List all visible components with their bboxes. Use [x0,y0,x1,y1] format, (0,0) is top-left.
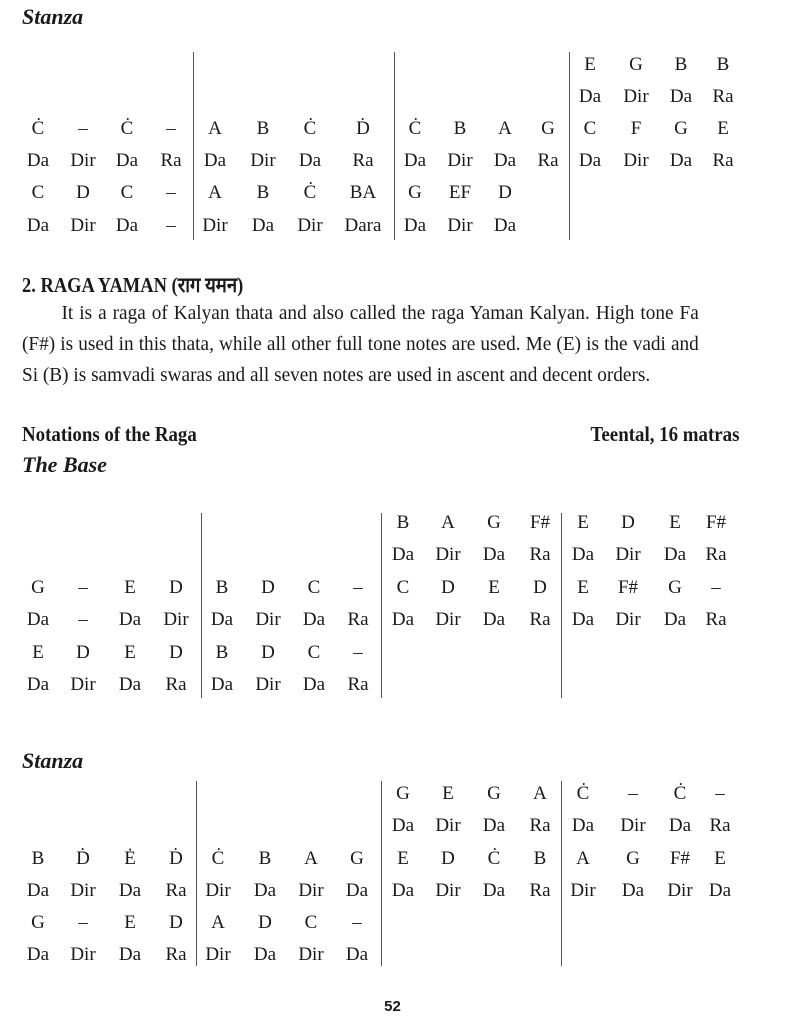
swara-note: E [442,783,454,804]
bol-syllable: Da [391,880,415,901]
swara-note: Ė [124,848,136,869]
bar-line [201,513,202,698]
swara-note: – [711,577,721,598]
bol-syllable: Da [118,880,142,901]
bol-syllable: Da [482,880,506,901]
bol-syllable: Da [403,150,427,171]
bol-syllable: Dir [70,215,96,236]
bol-syllable: Dir [570,880,596,901]
swara-note: G [626,848,640,869]
swara-note: – [628,783,638,804]
bol-syllable: Dir [250,150,276,171]
bar-line [561,781,562,966]
swara-note: Ċ [408,118,422,139]
swara-note: B [215,642,229,663]
bol-syllable: Dir [255,674,281,695]
bol-syllable: Dir [623,86,649,107]
swara-note: C [31,182,45,203]
bol-syllable: Da [621,880,645,901]
swara-note: E [124,912,136,933]
bol-syllable: Da [578,86,602,107]
swara-note: G [629,54,643,75]
bol-syllable: Da [571,815,595,836]
swara-note: E [717,118,729,139]
bol-syllable: Da [663,544,687,565]
bol-syllable: Da [203,150,227,171]
swara-note: E [32,642,44,663]
swara-note: E [577,577,589,598]
bol-syllable: Ra [165,674,187,695]
swara-note: D [261,577,275,598]
swara-note: G [396,783,410,804]
bol-syllable: Da [210,674,234,695]
bol-syllable: Da [298,150,322,171]
swara-note: A [441,512,455,533]
bol-syllable: Da [482,544,506,565]
bar-line [193,52,194,240]
swara-note: D [533,577,547,598]
swara-note: E [488,577,500,598]
bol-syllable: – [166,215,176,236]
swara-note: D [261,642,275,663]
swara-note: A [576,848,590,869]
swara-note: D [441,848,455,869]
swara-note: – [166,118,176,139]
bol-syllable: Da [571,544,595,565]
bar-line [381,781,382,966]
bol-syllable: Ra [537,150,559,171]
bol-syllable: Da [210,609,234,630]
bol-syllable: Da [578,150,602,171]
swara-note: A [533,783,547,804]
swara-note: B [716,54,730,75]
bar-line [569,52,570,240]
swara-note: D [258,912,272,933]
swara-note: G [674,118,688,139]
swara-note: G [541,118,555,139]
notations-label: Notations of the Raga [22,422,197,446]
swara-note: D [498,182,512,203]
swara-note: F# [617,577,639,598]
swara-note: – [352,912,362,933]
swara-note: Ċ [576,783,590,804]
bol-syllable: Ra [160,150,182,171]
swara-note: EF [448,182,472,203]
swara-note: B [258,848,272,869]
swara-note: G [487,783,501,804]
bol-syllable: Da [403,215,427,236]
bar-line [394,52,395,240]
swara-note: BA [349,182,377,203]
bol-syllable: Dir [163,609,189,630]
swara-note: E [124,577,136,598]
swara-note: – [715,783,725,804]
swara-note: E [397,848,409,869]
bol-syllable: Ra [165,880,187,901]
bol-syllable: Da [493,215,517,236]
swara-note: B [533,848,547,869]
swara-note: A [211,912,225,933]
bol-syllable: Dir [205,880,231,901]
bol-syllable: Da [493,150,517,171]
bol-syllable: Dir [70,150,96,171]
bol-syllable: Da [26,944,50,965]
bol-syllable: Dir [435,880,461,901]
swara-note: A [498,118,512,139]
swara-note: B [453,118,467,139]
swara-note: B [256,118,270,139]
swara-note: G [31,912,45,933]
bar-line [196,781,197,966]
bol-syllable: Da [391,544,415,565]
bar-line [561,513,562,698]
swara-note: Ċ [487,848,501,869]
bol-syllable: Da [345,944,369,965]
bol-syllable: Da [302,674,326,695]
bol-syllable: Da [118,674,142,695]
bol-syllable: Dir [615,609,641,630]
swara-note: D [169,577,183,598]
swara-note: B [396,512,410,533]
bol-syllable: Da [669,86,693,107]
bol-syllable: Da [391,815,415,836]
swara-note: D [76,182,90,203]
swara-note: G [668,577,682,598]
swara-note: – [78,118,88,139]
bol-syllable: Dir [435,609,461,630]
bol-syllable: Da [391,609,415,630]
bol-syllable: Ra [705,609,727,630]
swara-note: Ċ [303,182,317,203]
taal-label: Teental, 16 matras [590,422,739,446]
bol-syllable: Da [345,880,369,901]
swara-note: Ċ [673,783,687,804]
swara-note: G [31,577,45,598]
swara-note: Ċ [303,118,317,139]
swara-note: C [120,182,134,203]
swara-note: C [583,118,597,139]
bol-syllable: Da [708,880,732,901]
bol-syllable: Dir [70,674,96,695]
bol-syllable: Da [115,150,139,171]
bol-syllable: Dir [447,215,473,236]
stanza-heading-2: Stanza [22,748,84,773]
bol-syllable: Dir [623,150,649,171]
bol-syllable: Dir [70,944,96,965]
bol-syllable: Ra [529,609,551,630]
swara-note: F# [529,512,551,533]
swara-note: E [577,512,589,533]
swara-note: Ḋ [76,848,90,869]
bol-syllable: Dir [615,544,641,565]
bol-syllable: Dir [255,609,281,630]
bol-syllable: Da [118,609,142,630]
bol-syllable: Da [26,150,50,171]
swara-note: D [76,642,90,663]
swara-note: Ċ [211,848,225,869]
swara-note: B [31,848,45,869]
swara-note: B [256,182,270,203]
bol-syllable: Da [571,609,595,630]
bol-syllable: Ra [347,609,369,630]
bol-syllable: Dir [667,880,693,901]
raga-description [22,298,699,391]
swara-note: – [353,642,363,663]
swara-note: B [215,577,229,598]
swara-note: G [408,182,422,203]
swara-note: C [307,642,321,663]
swara-note: F# [705,512,727,533]
bol-syllable: Da [115,215,139,236]
swara-note: Ḋ [356,118,370,139]
swara-note: D [169,642,183,663]
swara-note: E [584,54,596,75]
bol-syllable: Da [26,215,50,236]
bol-syllable: Da [482,609,506,630]
bol-syllable: Ra [529,544,551,565]
bol-syllable: Da [26,674,50,695]
bol-syllable: Da [668,815,692,836]
swara-note: Ċ [120,118,134,139]
bol-syllable: Da [253,944,277,965]
bol-syllable: Ra [709,815,731,836]
bol-syllable: Dara [344,215,382,236]
swara-note: B [674,54,688,75]
bol-syllable: Dir [297,215,323,236]
swara-note: F [630,118,642,139]
bol-syllable: Da [26,609,50,630]
swara-note: D [441,577,455,598]
swara-note: A [208,182,222,203]
bol-syllable: Ra [705,544,727,565]
bol-syllable: Da [663,609,687,630]
swara-note: – [78,577,88,598]
bar-line [381,513,382,698]
swara-note: C [304,912,318,933]
bol-syllable: Da [251,215,275,236]
swara-note: A [208,118,222,139]
stanza-heading-1: Stanza [22,4,84,29]
bol-syllable: Da [26,880,50,901]
bol-syllable: Da [482,815,506,836]
bol-syllable: Dir [70,880,96,901]
page-number: 52 [384,998,401,1015]
bol-syllable: – [78,609,88,630]
bol-syllable: Da [302,609,326,630]
raga-description-text: It is a raga of Kalyan thata and also called the raga Yaman Kalyan. High tone Fa (F#) is used in this thata, while all other full tone notes are used. Me (E) is the vadi and Si (B) is samvadi swaras and all seven notes are used in ascent and decent orders. [22,302,699,386]
swara-note: – [166,182,176,203]
bol-syllable: Ra [165,944,187,965]
bol-syllable: Dir [435,544,461,565]
swara-note: E [714,848,726,869]
bol-syllable: Ra [712,150,734,171]
swara-note: Ḋ [169,848,183,869]
bol-syllable: Dir [620,815,646,836]
bol-syllable: Dir [298,944,324,965]
base-heading: The Base [22,452,107,477]
bol-syllable: Da [669,150,693,171]
swara-note: D [621,512,635,533]
swara-note: Ċ [31,118,45,139]
bol-syllable: Ra [347,674,369,695]
swara-note: A [304,848,318,869]
bol-syllable: Da [118,944,142,965]
bol-syllable: Ra [352,150,374,171]
swara-note: G [350,848,364,869]
bol-syllable: Dir [202,215,228,236]
swara-note: G [487,512,501,533]
bol-syllable: Ra [529,880,551,901]
swara-note: C [396,577,410,598]
swara-note: D [169,912,183,933]
swara-note: F# [669,848,691,869]
bol-syllable: Ra [529,815,551,836]
swara-note: C [307,577,321,598]
swara-note: – [78,912,88,933]
swara-note: E [124,642,136,663]
bol-syllable: Dir [205,944,231,965]
bol-syllable: Dir [447,150,473,171]
bol-syllable: Da [253,880,277,901]
swara-note: – [353,577,363,598]
swara-note: E [669,512,681,533]
bol-syllable: Ra [712,86,734,107]
bol-syllable: Dir [435,815,461,836]
bol-syllable: Dir [298,880,324,901]
section-title: 2. RAGA YAMAN (राग यमन) [22,273,244,297]
